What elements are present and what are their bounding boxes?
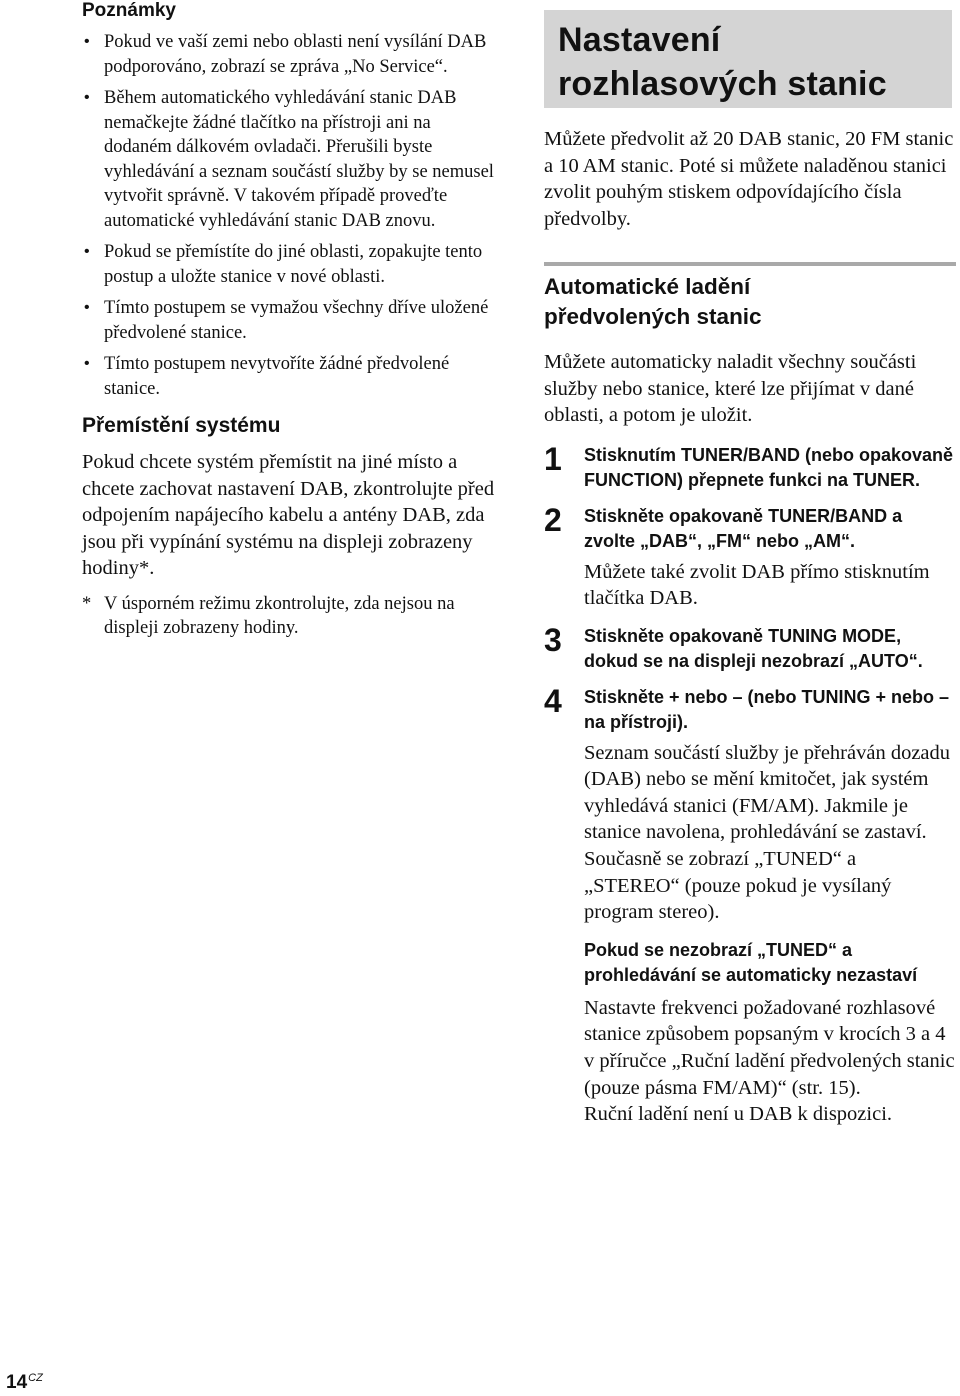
step-description: Seznam součástí služby je přehráván dozadu (DAB) nebo se mění kmitočet, jak systém vyhledává stanici (FM/AM). Jakmile je stanice navolena, prohledávání se zastaví. Současně se zobrazí „TUNED“ a „STEREO“ (pouze pokud je vysílaný program stereo). [584,741,951,924]
list-item: • Pokud ve vaší zemi nebo oblasti není vysílání DAB podporováno, zobrazí se zpráva „No Service“. [84,32,487,77]
step-number: 3 [544,621,562,658]
footnote [82,592,500,641]
auto-tuning-heading: Automatické ladění předvolených stanic [544,274,762,329]
footnote-text: V úsporném režimu zkontrolujte, zda nejsou na displeji zobrazeny hodiny. [104,593,455,639]
step-1 [544,440,956,494]
troubleshooting-body: Nastavte frekvenci požadované rozhlasové stanice způsobem popsaným v krocích 3 a 4 v příručce „Ruční ladění předvolených stanic (pouze pásma FM/AM)“ (str. 15). [584,996,955,1099]
bullet-icon: • [84,33,90,50]
step-instruction: Stisknutím TUNER/BAND (nebo opakovaně FUNCTION) přepnete funkci na TUNER. [584,444,954,490]
page-title: Nastavení rozhlasových stanic [558,21,887,103]
list-item: • Tímto postupem nevytvoříte žádné předvolené stanice. [84,354,450,399]
relocation-body: Pokud chcete systém přemístit na jiné místo a chcete zachovat nastavení DAB, zkontrolujte před odpojením napájecího kabelu a antény DAB, zda jsou při vypínání systému na displeji zobrazeny hodiny*. [82,451,495,580]
bullet-icon: • [84,355,90,372]
step-number: 4 [544,682,562,719]
bullet-icon: • [84,243,90,260]
troubleshooting-heading: Pokud se nezobrazí „TUNED“ a prohledávání se automaticky nezastaví [584,939,918,986]
main-intro: Můžete předvolit až 20 DAB stanic, 20 FM stanic a 10 AM stanic. Poté si můžete naladěnou stanici zvolit pouhým stiskem odpovídajícího čísla předvolby. [544,128,954,230]
relocation-heading: Přemístění systému [82,414,281,437]
troubleshooting-note: Ruční ladění není u DAB k dispozici. [584,1103,893,1126]
main-title-box [544,10,952,108]
bullet-icon: • [84,299,90,316]
step-3 [544,621,956,675]
section-divider [544,262,956,266]
list-item: • Pokud se přemístíte do jiné oblasti, zopakujte tento postup a uložte stanice v nové oblasti. [84,242,483,287]
step-2 [544,501,956,612]
page-number: $14^{CZ}$ [6,1372,43,1393]
troubleshooting-block [544,938,956,1128]
right-column [544,0,956,1128]
list-item: • Během automatického vyhledávání stanic DAB nemačkejte žádné tlačítko na přístroji ani na dodaném dálkovém ovladači. Přerušili byste vyhledávání a seznam součástí služby by se nemusel vytvořit správně. V takovém případě proveďte automatické vyhledávání stanic DAB znovu. [84,88,494,231]
step-number: 1 [544,440,562,477]
step-description: Můžete také zvolit DAB přímo stisknutím tlačítka DAB. [584,560,930,610]
bullet-icon: • [84,89,90,106]
step-instruction: Stiskněte opakovaně TUNING MODE, dokud se na displeji nezobrazí „AUTO“. [584,625,923,672]
notes-list [82,30,500,401]
step-number: 2 [544,501,562,538]
list-item: • Tímto postupem se vymažou všechny dříve uložené předvolené stanice. [84,298,489,343]
step-4 [544,682,956,926]
notes-heading: Poznámky [82,0,176,21]
auto-tuning-intro: Můžete automaticky naladit všechny součásti služby nebo stanice, které lze přijímat v dané oblasti, a potom je uložit. [544,351,917,426]
step-instruction: Stiskněte + nebo – (nebo TUNING + nebo – na přístroji). [584,686,950,733]
page-suffix: CZ [28,1372,43,1384]
footnote-mark: * [82,593,92,614]
left-column [82,0,500,641]
step-instruction: Stiskněte opakovaně TUNER/BAND a zvolte „DAB“, „FM“ nebo „AM“. [584,505,903,551]
